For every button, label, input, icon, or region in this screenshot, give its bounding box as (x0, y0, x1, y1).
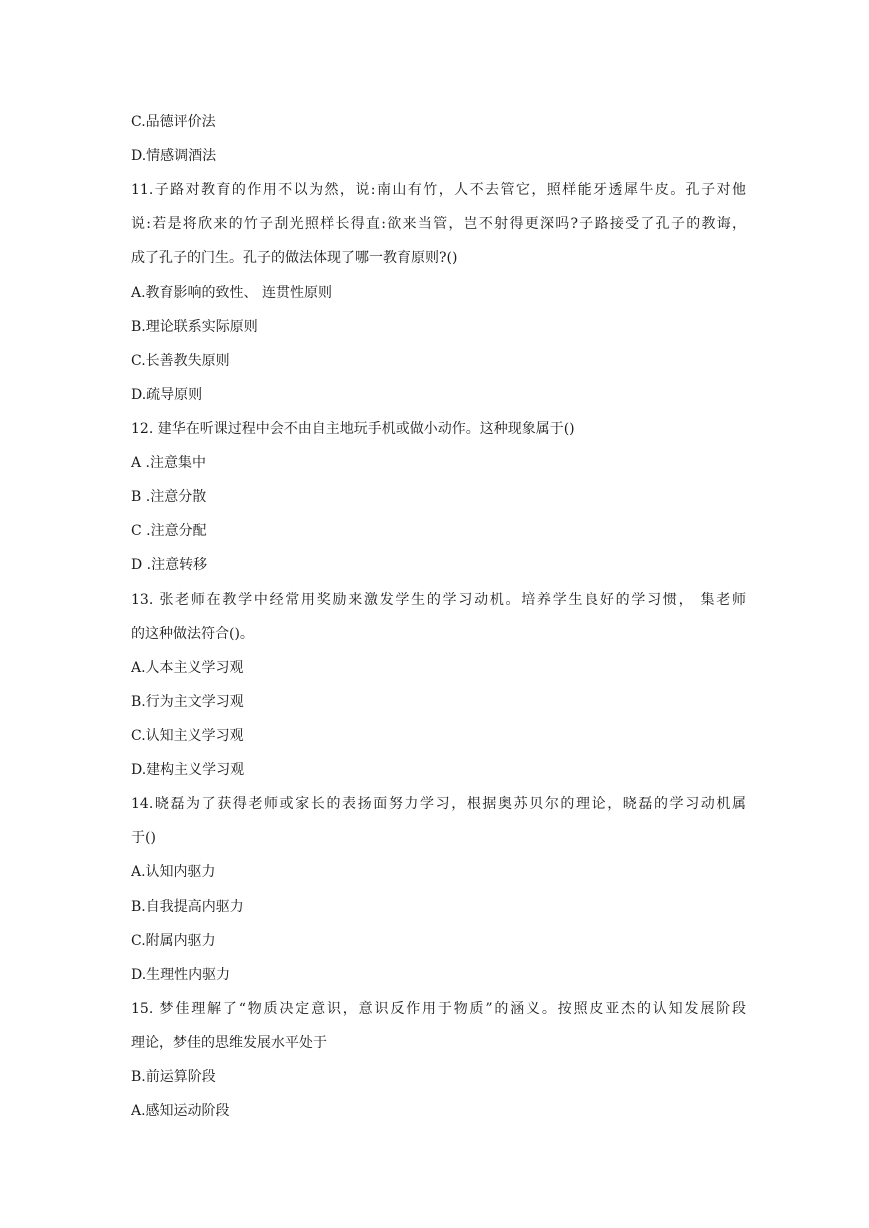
option-line: C .注意分配 (131, 523, 207, 539)
option-line: B.理论联系实际原则 (131, 319, 258, 335)
question-11-text: 成了孔子的门生。孔子的做法体现了哪一教育原则?() (131, 250, 458, 266)
option-line: B .注意分散 (131, 489, 207, 505)
question-15-text: 理论，梦佳的思维发展水平处于 (131, 1035, 327, 1051)
question-14-text: 14.晓磊为了获得老师或家长的表扬面努力学习，根据奥苏贝尔的理论，晓磊的学习动机属 (131, 796, 746, 812)
option-line: C.长善教失原则 (131, 353, 230, 369)
option-line: D .注意转移 (131, 557, 208, 573)
option-line: A.教育影响的致性、 连贯性原则 (131, 285, 333, 301)
option-line: C.附属内驱力 (131, 933, 216, 949)
option-line: A .注意集中 (131, 455, 207, 471)
option-line: C.品德评价法 (131, 114, 216, 130)
option-line: B.行为主文学习观 (131, 694, 244, 710)
option-line: A.认知内驱力 (131, 864, 216, 880)
option-line: A.感知运动阶段 (131, 1103, 230, 1119)
option-line: D.建构主义学习观 (131, 762, 245, 778)
question-13-text: 的这种做法符合()。 (131, 626, 254, 642)
question-11-text: 11.子路对教育的作用不以为然，说:南山有竹，人不去管它，照样能牙透犀牛皮。孔子对他 (131, 182, 746, 198)
question-15-text: 15. 梦佳理解了“物质决定意识，意识反作用于物质”的涵义。按照皮亚杰的认知发展阶段 (131, 1001, 746, 1017)
question-12-text: 12. 建华在听课过程中会不由自主地玩手机或做小动作。这种现象属于() (131, 421, 575, 437)
option-line: D.疏导原则 (131, 387, 203, 403)
option-line: D.情感调酒法 (131, 148, 217, 164)
option-line: A.人本主义学习观 (131, 660, 244, 676)
question-13-text: 13. 张老师在教学中经常用奖励来激发学生的学习动机。培养学生良好的学习惯， 集老师 (131, 592, 746, 608)
option-line: C.认知主义学习观 (131, 728, 244, 744)
option-line: B.前运算阶段 (131, 1069, 216, 1085)
question-14-text: 于() (131, 830, 156, 846)
option-line: B.自我提高内驱力 (131, 899, 244, 915)
option-line: D.生理性内驱力 (131, 967, 231, 983)
question-11-text: 说:若是将欣来的竹子刮光照样长得直:欲来当管，岂不射得更深吗?子路接受了孔子的教诲， (131, 216, 746, 232)
